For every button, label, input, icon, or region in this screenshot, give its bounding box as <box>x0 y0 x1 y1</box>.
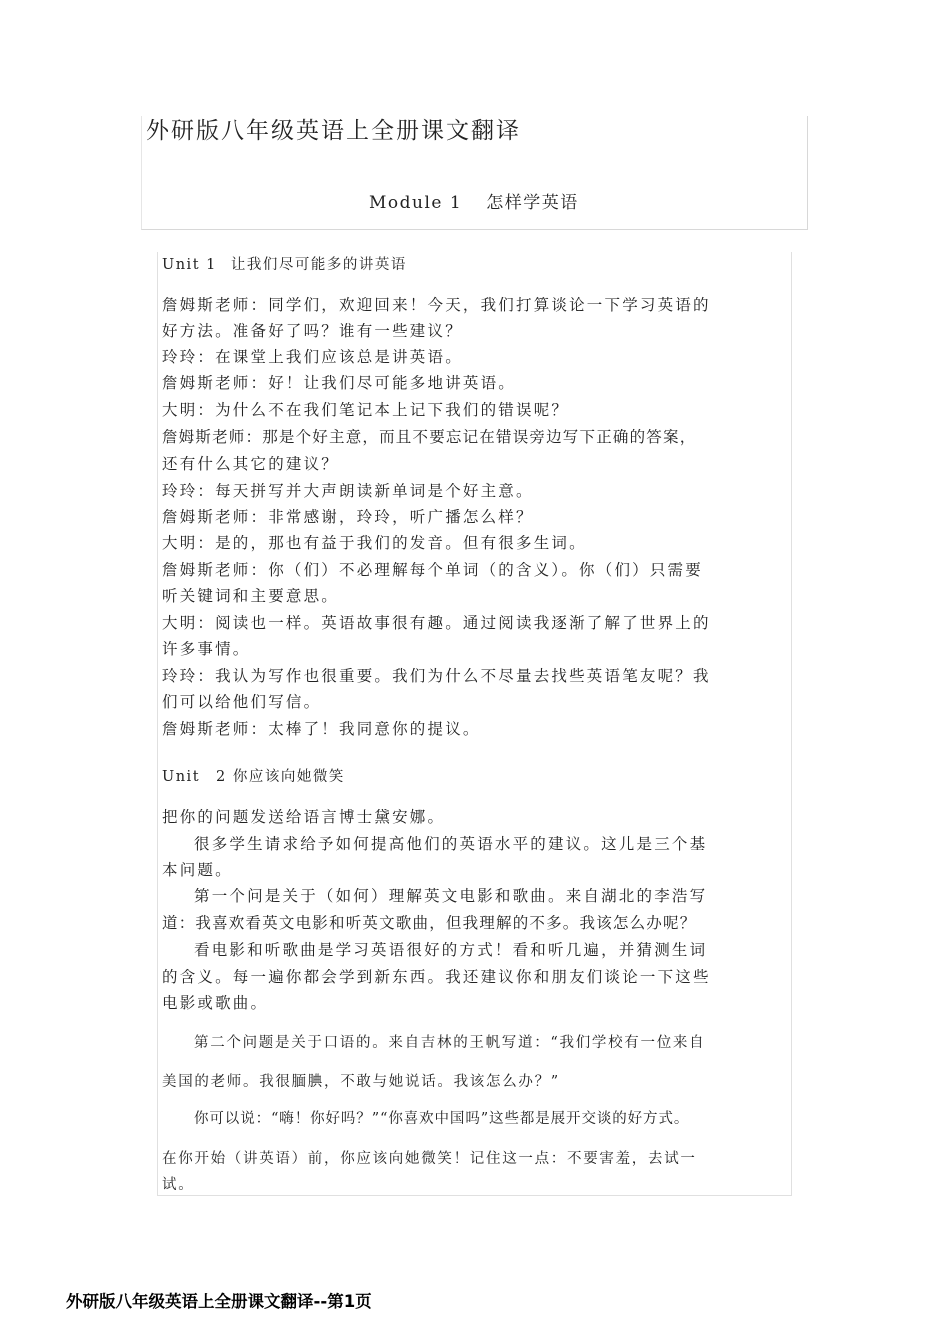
paragraph-line: 第二个问题是关于口语的。来自吉林的王帆写道：“我们学校有一位来自 <box>194 1035 706 1051</box>
paragraph-line: 还有什么其它的建议？ <box>162 455 340 473</box>
paragraph-line: 好方法。准备好了吗？谁有一些建议？ <box>162 322 463 340</box>
document-header <box>141 116 808 230</box>
paragraph-line: 的含义。每一遍你都会学到新东西。我还建议你和朋友们谈论一下这些 <box>162 968 711 986</box>
paragraph-line: 把你的问题发送给语言博士黛安娜。 <box>162 808 446 826</box>
lesson-content <box>157 252 792 1196</box>
paragraph-line: 詹姆斯老师：你（们）不必理解每个单词（的含义）。你（们）只需要 <box>162 561 703 579</box>
paragraph-line: 玲玲：我认为写作也很重要。我们为什么不尽量去找些英语笔友呢？我 <box>162 667 711 685</box>
paragraph-line: 第一个问是关于（如何）理解英文电影和歌曲。来自湖北的李浩写 <box>194 887 708 905</box>
module-heading <box>369 188 579 213</box>
paragraph-line: 们可以给他们写信。 <box>162 693 322 711</box>
paragraph-line: 很多学生请求给予如何提高他们的英语水平的建议。这儿是三个基 <box>194 835 708 853</box>
paragraph-line: 詹姆斯老师：同学们，欢迎回来！今天，我们打算谈论一下学习英语的 <box>162 296 711 314</box>
document-title: 外研版八年级英语上全册课文翻译 <box>146 118 521 144</box>
paragraph-line: 你可以说：“嗨！你好吗？”“你喜欢中国吗”这些都是展开交谈的好方式。 <box>194 1111 690 1127</box>
module-title: 怎样学英语 <box>486 193 579 213</box>
paragraph-line: 本问题。 <box>162 861 233 879</box>
paragraph-line: 看电影和听歌曲是学习英语很好的方式！看和听几遍，并猜测生词 <box>194 941 708 959</box>
paragraph-line: 大明：为什么不在我们笔记本上记下我们的错误呢？ <box>162 401 570 419</box>
unit2-label: Unit <box>162 769 201 785</box>
paragraph-line: 道：我喜欢看英文电影和听英文歌曲，但我理解的不多。我该怎么办呢？ <box>162 914 697 932</box>
paragraph-line: 美国的老师。我很腼腆，不敢与她说话。我该怎么办？” <box>162 1074 560 1090</box>
paragraph-line: 大明：是的，那也有益于我们的发音。但有很多生词。 <box>162 534 587 552</box>
unit1-heading <box>162 255 407 275</box>
module-label: Module 1 <box>369 193 463 213</box>
page-footer: 外研版八年级英语上全册课文翻译--第1页 <box>66 1292 372 1311</box>
paragraph-line: 在你开始（讲英语）前，你应该向她微笑！记住这一点：不要害羞，去试一 <box>162 1151 697 1167</box>
paragraph-line: 玲玲：在课堂上我们应该总是讲英语。 <box>162 348 463 366</box>
paragraph-line: 詹姆斯老师：好！让我们尽可能多地讲英语。 <box>162 374 517 392</box>
paragraph-line: 试。 <box>162 1177 195 1193</box>
paragraph-line: 玲玲：每天拼写并大声朗读新单词是个好主意。 <box>162 482 534 500</box>
paragraph-line: 詹姆斯老师：非常感谢，玲玲，听广播怎么样？ <box>162 508 534 526</box>
unit1-title: 让我们尽可能多的讲英语 <box>230 257 407 273</box>
unit2-title: 2 你应该向她微笑 <box>216 769 345 785</box>
paragraph-line: 大明：阅读也一样。英语故事很有趣。通过阅读我逐渐了解了世界上的 <box>162 614 711 632</box>
paragraph-line: 詹姆斯老师：太棒了！我同意你的提议。 <box>162 720 481 738</box>
unit2-heading <box>162 767 345 787</box>
paragraph-line: 听关键词和主要意思。 <box>162 587 340 605</box>
paragraph-line: 许多事情。 <box>162 640 251 658</box>
paragraph-line: 詹姆斯老师：那是个好主意，而且不要忘记在错误旁边写下正确的答案， <box>162 428 697 446</box>
paragraph-line: 电影或歌曲。 <box>162 994 269 1012</box>
unit1-label: Unit 1 <box>162 257 217 273</box>
